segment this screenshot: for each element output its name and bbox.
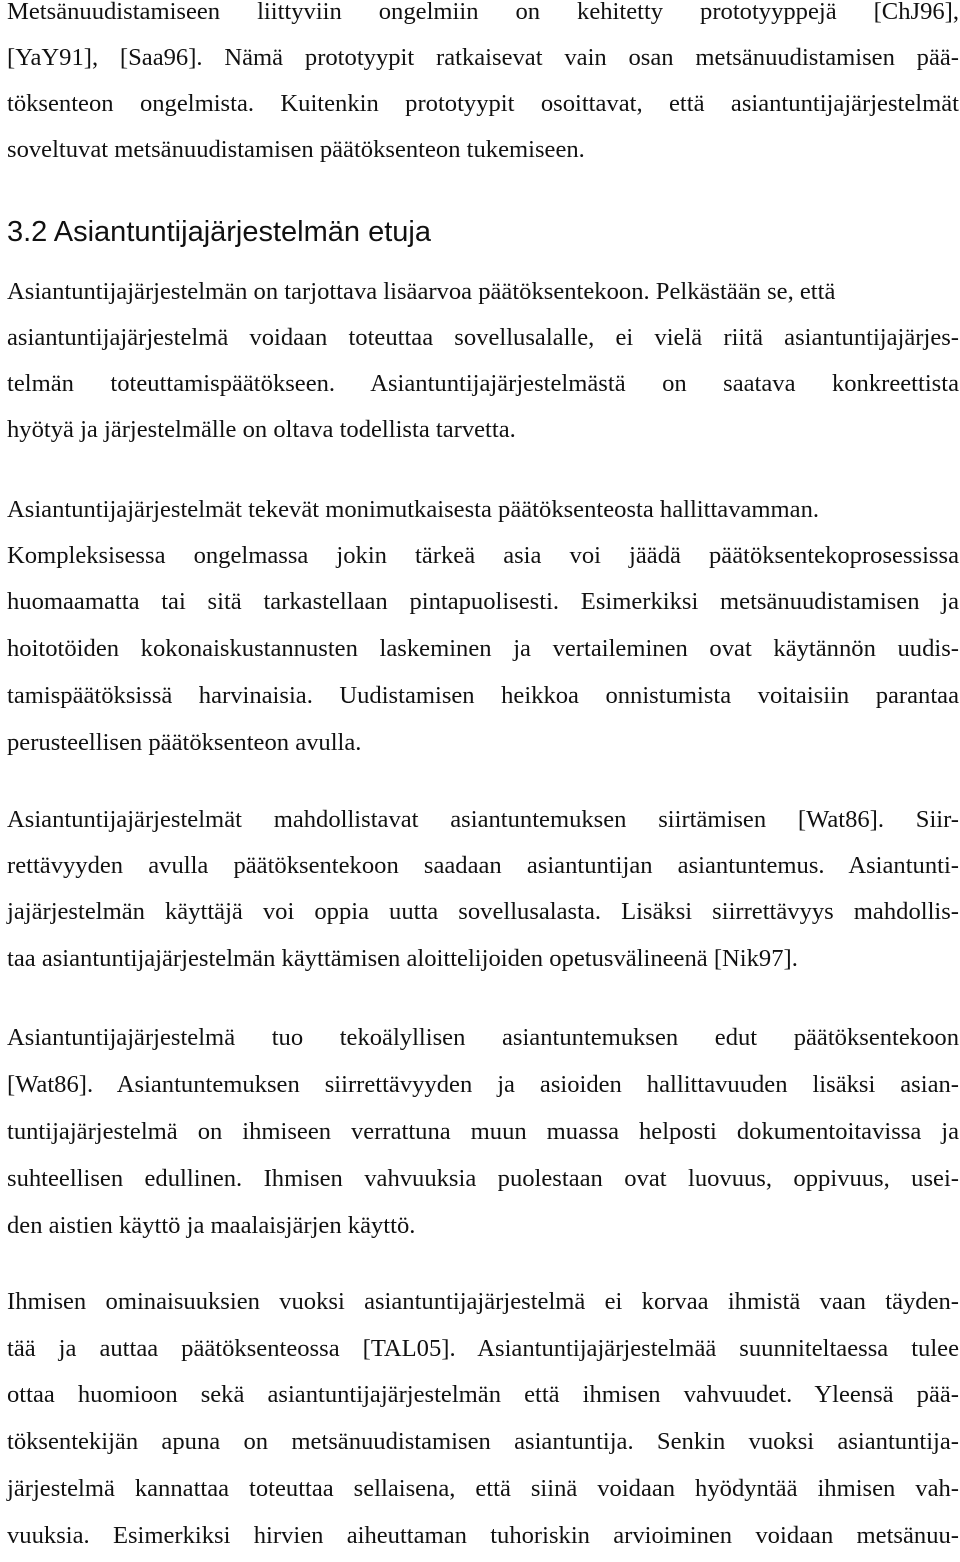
text-line: den aistien käyttö ja maalaisjärjen käyttö. [7,1212,416,1239]
text-line: suhteellisen edullinen. Ihmisen vahvuuksia puolestaan ovat luovuus, oppivuus, usei- [7,1165,959,1192]
text-line: Asiantuntijajärjestelmä tuo tekoälyllisen asiantuntemuksen edut päätöksentekoon [7,1024,959,1051]
text-line: töksentekijän apuna on metsänuudistamisen asiantuntija. Senkin vuoksi asiantuntija- [7,1428,959,1455]
text-line: hoitotöiden kokonaiskustannusten laskeminen ja vertaileminen ovat käytännön uudis- [7,635,959,662]
text-line: Ihmisen ominaisuuksien vuoksi asiantuntijajärjestelmä ei korvaa ihmistä vaan täyden- [7,1288,959,1315]
text-line: soveltuvat metsänuudistamisen päätöksenteon tukemiseen. [7,136,585,163]
text-line: Metsänuudistamiseen liittyviin ongelmiin on kehitetty prototyyppejä [ChJ96], [7,0,959,25]
text-line: vuuksia. Esimerkiksi hirvien aiheuttaman tuhoriskin arvioiminen voidaan metsänuu- [7,1522,959,1549]
text-line: töksenteon ongelmista. Kuitenkin prototyypit osoittavat, että asiantuntijajärjestelmät [7,90,959,117]
text-line: taa asiantuntijajärjestelmän käyttämisen aloittelijoiden opetusvälineenä [Nik97]. [7,945,798,972]
text-line: Asiantuntijajärjestelmän on tarjottava lisäarvoa päätöksentekoon. Pelkästään se, että [7,278,836,305]
text-line: järjestelmä kannattaa toteuttaa sellaisena, että siinä voidaan hyödyntää ihmisen vah- [7,1475,959,1502]
text-line: Asiantuntijajärjestelmät tekevät monimutkaisesta päätöksenteosta hallittavamman. [7,496,820,523]
text-line: ottaa huomioon sekä asiantuntijajärjestelmän että ihmisen vahvuudet. Yleensä pää- [7,1381,959,1408]
text-line: asiantuntijajärjestelmä voidaan toteuttaa sovellusalalle, ei vielä riitä asiantuntijajärjes- [7,324,959,351]
text-line: Asiantuntijajärjestelmät mahdollistavat asiantuntemuksen siirtämisen [Wat86]. Siir- [7,806,959,833]
text-line: huomaamatta tai sitä tarkastellaan pintapuolisesti. Esimerkiksi metsänuudistamisen ja [7,588,959,615]
text-line: Kompleksisessa ongelmassa jokin tärkeä asia voi jäädä päätöksentekoprosessissa [7,542,959,569]
text-line: [YaY91], [Saa96]. Nämä prototyypit ratkaisevat vain osan metsänuudistamisen pää- [7,44,959,71]
text-line: tää ja auttaa päätöksenteossa [TAL05]. Asiantuntijajärjestelmää suunniteltaessa tulee [7,1335,959,1362]
text-line: [Wat86]. Asiantuntemuksen siirrettävyyden ja asioiden hallittavuuden lisäksi asian- [7,1071,959,1098]
text-line: rettävyyden avulla päätöksentekoon saadaan asiantuntijan asiantuntemus. Asiantunti- [7,852,959,879]
text-line: telmän toteuttamispäätökseen. Asiantuntijajärjestelmästä on saatava konkreettista [7,370,959,397]
text-line: perusteellisen päätöksenteon avulla. [7,729,362,756]
text-line: hyötyä ja järjestelmälle on oltava todellista tarvetta. [7,416,516,443]
section-heading: 3.2 Asiantuntijajärjestelmän etuja [7,216,431,248]
text-line: tamispäätöksissä harvinaisia. Uudistamisen heikkoa onnistumista voitaisiin parantaa [7,682,959,709]
text-line: tuntijajärjestelmä on ihmiseen verrattuna muun muassa helposti dokumentoitavissa ja [7,1118,959,1145]
text-line: jajärjestelmän käyttäjä voi oppia uutta sovellusalasta. Lisäksi siirrettävyys mahdollis- [7,898,959,925]
